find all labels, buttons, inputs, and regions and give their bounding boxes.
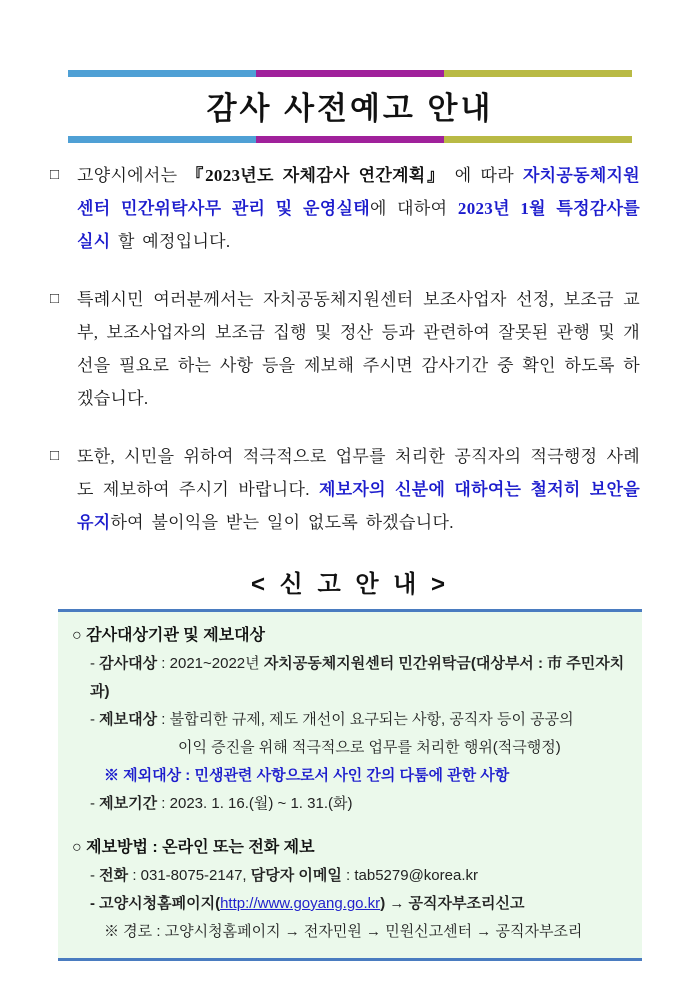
body-paragraphs	[50, 159, 640, 539]
box-group-spacer	[72, 818, 634, 834]
path-note: ※ 경로 : 고양시청홈페이지 → 전자민원 → 민원신고센터 → 공직자부조리	[104, 923, 583, 940]
paragraph-report-request-text: 특례시민 여러분께서는 자치공동체지원센터 보조사업자 선정, 보조금 교부, 보조사업자의 보조금 집행 및 정산 등과 관련하여 잘못된 관행 및 개선을 필요로 하는 사항 등을 제보해 주시면 감사기간 중 확인 하도록 하겠습니다.	[77, 290, 640, 408]
report-target-continuation: 이익 증진을 위해 적극적으로 업무를 처리한 행위(적극행정)	[178, 739, 561, 756]
bar-segment-blue	[68, 70, 256, 77]
goyang-homepage-link[interactable]: http://www.goyang.go.kr	[220, 895, 381, 912]
paragraph-report-request	[50, 283, 640, 415]
bar-segment-olive	[444, 136, 632, 143]
bar-segment-magenta	[256, 70, 444, 77]
checkbox-bullet-icon: □	[50, 291, 60, 307]
paragraph-audit-plan	[50, 159, 640, 258]
bar-segment-blue	[68, 136, 256, 143]
report-guide-box	[58, 609, 642, 961]
audit-target-line: - 감사대상 : 2021~2022년 자치공동체지원센터 민간위탁금(대상부서 : 市 주민자치과)	[90, 655, 625, 700]
report-guide-section-title: < 신 고 안 내 >	[250, 571, 450, 598]
checkbox-bullet-icon: □	[50, 448, 60, 464]
paragraph-active-administration-text: 또한, 시민을 위하여 적극적으로 업무를 처리한 공직자의 적극행정 사례도 제보하여 주시기 바랍니다. 제보자의 신분에 대하여는 철저히 보안을 유지하여 불이익을 받는 일이 없도록 하겠습니다.	[77, 447, 640, 532]
audit-target-heading: ○ 감사대상기관 및 제보대상	[72, 627, 266, 644]
report-target-line: - 제보대상 : 불합리한 규제, 제도 개선이 요구되는 사항, 공직자 등이 공공의	[90, 711, 574, 728]
bar-segment-magenta	[256, 136, 444, 143]
phone-email-line: - 전화 : 031-8075-2147, 담당자 이메일 : tab5279@korea.kr	[90, 867, 478, 884]
header-top-bar	[68, 70, 632, 77]
checkbox-bullet-icon: □	[50, 167, 60, 183]
report-method-heading: ○ 제보방법 : 온라인 또는 전화 제보	[72, 839, 315, 856]
document-header	[68, 0, 632, 143]
exclusion-note: ※ 제외대상 : 민생관련 사항으로서 사인 간의 다툼에 관한 사항	[104, 767, 510, 784]
homepage-line: - 고양시청홈페이지(http://www.goyang.go.kr) → 공직자부조리신고	[90, 895, 525, 912]
bar-segment-olive	[444, 70, 632, 77]
paragraph-active-administration	[50, 440, 640, 539]
page-title: 감사 사전예고 안내	[206, 91, 494, 126]
paragraph-audit-plan-text: 고양시에서는 『2023년도 자체감사 연간계획』 에 따라 자치공동체지원 센터 민간위탁사무 관리 및 운영실태에 대하여 2023년 1월 특정감사를 실시 할 예정입니다.	[77, 166, 640, 251]
header-bottom-bar	[68, 136, 632, 143]
report-period-line: - 제보기간 : 2023. 1. 16.(월) ~ 1. 31.(화)	[90, 795, 353, 812]
